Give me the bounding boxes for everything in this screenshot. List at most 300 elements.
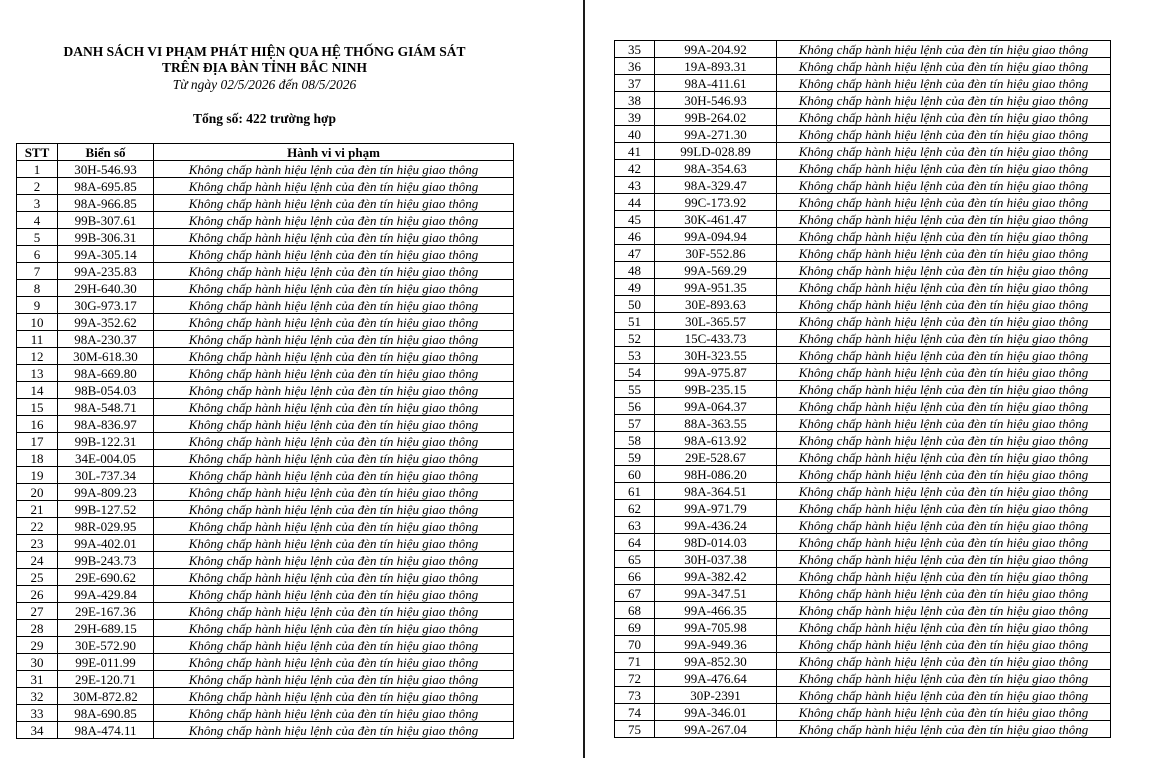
table-row xyxy=(615,398,1111,415)
row-stt: 55 xyxy=(615,381,655,398)
table-row xyxy=(17,297,514,314)
row-stt: 45 xyxy=(615,211,655,228)
row-plate-number: 99A-476.64 xyxy=(655,670,777,687)
row-violation: Không chấp hành hiệu lệnh của đèn tín hiệu giao thông xyxy=(777,296,1111,313)
row-plate-number: 99A-809.23 xyxy=(58,484,154,501)
table-row xyxy=(17,484,514,501)
row-violation: Không chấp hành hiệu lệnh của đèn tín hiệu giao thông xyxy=(777,585,1111,602)
table-row xyxy=(17,535,514,552)
table-row xyxy=(17,263,514,280)
table-row xyxy=(17,161,514,178)
table-row xyxy=(615,364,1111,381)
row-plate-number: 99A-382.42 xyxy=(655,568,777,585)
row-stt: 56 xyxy=(615,398,655,415)
table-row xyxy=(17,348,514,365)
row-stt: 43 xyxy=(615,177,655,194)
row-violation: Không chấp hành hiệu lệnh của đèn tín hiệu giao thông xyxy=(777,619,1111,636)
row-violation: Không chấp hành hiệu lệnh của đèn tín hiệu giao thông xyxy=(777,704,1111,721)
row-violation: Không chấp hành hiệu lệnh của đèn tín hiệu giao thông xyxy=(777,449,1111,466)
table-row xyxy=(615,228,1111,245)
row-stt: 8 xyxy=(17,280,58,297)
row-plate-number: 19A-893.31 xyxy=(655,58,777,75)
row-plate-number: 99A-267.04 xyxy=(655,721,777,738)
row-stt: 33 xyxy=(17,705,58,722)
row-plate-number: 88A-363.55 xyxy=(655,415,777,432)
table-row xyxy=(615,279,1111,296)
header-violation: Hành vi vi phạm xyxy=(154,144,514,161)
row-stt: 70 xyxy=(615,636,655,653)
table-row xyxy=(615,449,1111,466)
row-plate-number: 98A-364.51 xyxy=(655,483,777,500)
row-violation: Không chấp hành hiệu lệnh của đèn tín hiệu giao thông xyxy=(154,195,514,212)
row-violation: Không chấp hành hiệu lệnh của đèn tín hiệu giao thông xyxy=(777,143,1111,160)
row-plate-number: 30M-872.82 xyxy=(58,688,154,705)
row-plate-number: 99LD-028.89 xyxy=(655,143,777,160)
page-divider xyxy=(583,0,585,758)
row-violation: Không chấp hành hiệu lệnh của đèn tín hiệu giao thông xyxy=(154,161,514,178)
row-violation: Không chấp hành hiệu lệnh của đèn tín hiệu giao thông xyxy=(777,109,1111,126)
table-row xyxy=(615,245,1111,262)
table-row xyxy=(17,229,514,246)
row-stt: 9 xyxy=(17,297,58,314)
row-plate-number: 30K-461.47 xyxy=(655,211,777,228)
header-stt: STT xyxy=(17,144,58,161)
row-plate-number: 98A-411.61 xyxy=(655,75,777,92)
table-row xyxy=(615,687,1111,704)
row-stt: 15 xyxy=(17,399,58,416)
row-plate-number: 99A-064.37 xyxy=(655,398,777,415)
table-row xyxy=(615,500,1111,517)
row-violation: Không chấp hành hiệu lệnh của đèn tín hiệu giao thông xyxy=(154,365,514,382)
row-stt: 11 xyxy=(17,331,58,348)
row-violation: Không chấp hành hiệu lệnh của đèn tín hiệu giao thông xyxy=(154,654,514,671)
row-plate-number: 29E-167.36 xyxy=(58,603,154,620)
table-row xyxy=(17,178,514,195)
row-stt: 72 xyxy=(615,670,655,687)
row-violation: Không chấp hành hiệu lệnh của đèn tín hiệu giao thông xyxy=(777,211,1111,228)
table-row xyxy=(17,314,514,331)
row-plate-number: 99A-975.87 xyxy=(655,364,777,381)
row-plate-number: 99B-306.31 xyxy=(58,229,154,246)
row-plate-number: 98A-230.37 xyxy=(58,331,154,348)
row-plate-number: 99B-127.52 xyxy=(58,501,154,518)
row-violation: Không chấp hành hiệu lệnh của đèn tín hiệu giao thông xyxy=(777,330,1111,347)
row-stt: 42 xyxy=(615,160,655,177)
row-violation: Không chấp hành hiệu lệnh của đèn tín hiệu giao thông xyxy=(777,75,1111,92)
row-stt: 1 xyxy=(17,161,58,178)
row-stt: 73 xyxy=(615,687,655,704)
table-row xyxy=(615,126,1111,143)
row-stt: 54 xyxy=(615,364,655,381)
table-row xyxy=(615,75,1111,92)
row-stt: 14 xyxy=(17,382,58,399)
row-stt: 50 xyxy=(615,296,655,313)
table-row xyxy=(17,722,514,739)
row-violation: Không chấp hành hiệu lệnh của đèn tín hiệu giao thông xyxy=(154,705,514,722)
table-row xyxy=(615,381,1111,398)
table-row xyxy=(615,313,1111,330)
violations-table-left xyxy=(16,143,514,739)
row-stt: 22 xyxy=(17,518,58,535)
table-row xyxy=(615,568,1111,585)
row-stt: 47 xyxy=(615,245,655,262)
row-plate-number: 99A-352.62 xyxy=(58,314,154,331)
document-title-line-2: TRÊN ĐỊA BÀN TỈNH BẮC NINH xyxy=(162,60,367,75)
row-stt: 60 xyxy=(615,466,655,483)
table-row xyxy=(615,160,1111,177)
row-stt: 68 xyxy=(615,602,655,619)
row-stt: 65 xyxy=(615,551,655,568)
row-plate-number: 98A-613.92 xyxy=(655,432,777,449)
table-row xyxy=(615,551,1111,568)
document-date-range: Từ ngày 02/5/2026 đến 08/5/2026 xyxy=(172,77,357,92)
row-stt: 67 xyxy=(615,585,655,602)
table-row xyxy=(17,399,514,416)
row-plate-number: 30H-037.38 xyxy=(655,551,777,568)
row-stt: 4 xyxy=(17,212,58,229)
row-plate-number: 29H-689.15 xyxy=(58,620,154,637)
row-plate-number: 99A-971.79 xyxy=(655,500,777,517)
row-plate-number: 99A-436.24 xyxy=(655,517,777,534)
row-violation: Không chấp hành hiệu lệnh của đèn tín hiệu giao thông xyxy=(154,518,514,535)
table-row xyxy=(615,143,1111,160)
row-violation: Không chấp hành hiệu lệnh của đèn tín hiệu giao thông xyxy=(777,160,1111,177)
row-violation: Không chấp hành hiệu lệnh của đèn tín hiệu giao thông xyxy=(777,126,1111,143)
row-stt: 25 xyxy=(17,569,58,586)
row-violation: Không chấp hành hiệu lệnh của đèn tín hiệu giao thông xyxy=(777,381,1111,398)
row-plate-number: 99A-305.14 xyxy=(58,246,154,263)
row-violation: Không chấp hành hiệu lệnh của đèn tín hiệu giao thông xyxy=(777,228,1111,245)
table-row xyxy=(615,721,1111,738)
row-stt: 57 xyxy=(615,415,655,432)
row-plate-number: 30H-546.93 xyxy=(655,92,777,109)
row-plate-number: 29E-528.67 xyxy=(655,449,777,466)
row-stt: 31 xyxy=(17,671,58,688)
row-stt: 63 xyxy=(615,517,655,534)
row-plate-number: 98A-474.11 xyxy=(58,722,154,739)
table-row xyxy=(615,466,1111,483)
row-plate-number: 99B-243.73 xyxy=(58,552,154,569)
row-stt: 10 xyxy=(17,314,58,331)
row-violation: Không chấp hành hiệu lệnh của đèn tín hiệu giao thông xyxy=(154,637,514,654)
row-violation: Không chấp hành hiệu lệnh của đèn tín hiệu giao thông xyxy=(777,483,1111,500)
row-plate-number: 99A-094.94 xyxy=(655,228,777,245)
row-violation: Không chấp hành hiệu lệnh của đèn tín hiệu giao thông xyxy=(154,314,514,331)
table-row xyxy=(615,602,1111,619)
table-row xyxy=(615,534,1111,551)
row-violation: Không chấp hành hiệu lệnh của đèn tín hiệu giao thông xyxy=(154,722,514,739)
row-violation: Không chấp hành hiệu lệnh của đèn tín hiệu giao thông xyxy=(777,721,1111,738)
row-violation: Không chấp hành hiệu lệnh của đèn tín hiệu giao thông xyxy=(777,313,1111,330)
row-plate-number: 99A-271.30 xyxy=(655,126,777,143)
row-stt: 16 xyxy=(17,416,58,433)
table-row xyxy=(615,177,1111,194)
table-row xyxy=(17,433,514,450)
row-plate-number: 98A-690.85 xyxy=(58,705,154,722)
table-row xyxy=(17,603,514,620)
row-stt: 39 xyxy=(615,109,655,126)
row-stt: 2 xyxy=(17,178,58,195)
table-row xyxy=(615,330,1111,347)
row-violation: Không chấp hành hiệu lệnh của đèn tín hiệu giao thông xyxy=(154,467,514,484)
row-stt: 12 xyxy=(17,348,58,365)
row-violation: Không chấp hành hiệu lệnh của đèn tín hiệu giao thông xyxy=(777,551,1111,568)
row-violation: Không chấp hành hiệu lệnh của đèn tín hiệu giao thông xyxy=(154,484,514,501)
row-violation: Không chấp hành hiệu lệnh của đèn tín hiệu giao thông xyxy=(777,58,1111,75)
document-title-line-1: DANH SÁCH VI PHẠM PHÁT HIỆN QUA HỆ THỐNG GIÁM SÁT xyxy=(63,44,466,59)
row-plate-number: 30L-365.57 xyxy=(655,313,777,330)
row-violation: Không chấp hành hiệu lệnh của đèn tín hiệu giao thông xyxy=(154,450,514,467)
row-violation: Không chấp hành hiệu lệnh của đèn tín hiệu giao thông xyxy=(777,41,1111,58)
table-row xyxy=(17,416,514,433)
row-stt: 49 xyxy=(615,279,655,296)
row-plate-number: 29E-690.62 xyxy=(58,569,154,586)
row-stt: 48 xyxy=(615,262,655,279)
table-row xyxy=(615,92,1111,109)
row-plate-number: 99A-346.01 xyxy=(655,704,777,721)
row-stt: 71 xyxy=(615,653,655,670)
row-stt: 32 xyxy=(17,688,58,705)
row-stt: 26 xyxy=(17,586,58,603)
row-plate-number: 99B-307.61 xyxy=(58,212,154,229)
row-stt: 51 xyxy=(615,313,655,330)
row-stt: 6 xyxy=(17,246,58,263)
row-violation: Không chấp hành hiệu lệnh của đèn tín hiệu giao thông xyxy=(154,569,514,586)
row-violation: Không chấp hành hiệu lệnh của đèn tín hiệu giao thông xyxy=(154,297,514,314)
table-row xyxy=(615,619,1111,636)
row-violation: Không chấp hành hiệu lệnh của đèn tín hiệu giao thông xyxy=(154,229,514,246)
row-stt: 13 xyxy=(17,365,58,382)
row-violation: Không chấp hành hiệu lệnh của đèn tín hiệu giao thông xyxy=(777,92,1111,109)
table-row xyxy=(17,518,514,535)
row-plate-number: 15C-433.73 xyxy=(655,330,777,347)
row-violation: Không chấp hành hiệu lệnh của đèn tín hiệu giao thông xyxy=(154,331,514,348)
table-row xyxy=(615,517,1111,534)
row-plate-number: 99E-011.99 xyxy=(58,654,154,671)
table-row xyxy=(17,620,514,637)
row-plate-number: 30L-737.34 xyxy=(58,467,154,484)
row-violation: Không chấp hành hiệu lệnh của đèn tín hiệu giao thông xyxy=(777,602,1111,619)
row-stt: 20 xyxy=(17,484,58,501)
row-plate-number: 98D-014.03 xyxy=(655,534,777,551)
row-violation: Không chấp hành hiệu lệnh của đèn tín hiệu giao thông xyxy=(777,687,1111,704)
row-stt: 74 xyxy=(615,704,655,721)
row-violation: Không chấp hành hiệu lệnh của đèn tín hiệu giao thông xyxy=(154,348,514,365)
table-row xyxy=(17,280,514,297)
row-violation: Không chấp hành hiệu lệnh của đèn tín hiệu giao thông xyxy=(154,399,514,416)
row-plate-number: 99C-173.92 xyxy=(655,194,777,211)
row-plate-number: 30H-546.93 xyxy=(58,161,154,178)
row-plate-number: 99A-402.01 xyxy=(58,535,154,552)
table-row xyxy=(615,636,1111,653)
row-plate-number: 30H-323.55 xyxy=(655,347,777,364)
row-stt: 5 xyxy=(17,229,58,246)
row-stt: 62 xyxy=(615,500,655,517)
row-violation: Không chấp hành hiệu lệnh của đèn tín hiệu giao thông xyxy=(777,398,1111,415)
row-plate-number: 98A-669.80 xyxy=(58,365,154,382)
row-violation: Không chấp hành hiệu lệnh của đèn tín hiệu giao thông xyxy=(777,517,1111,534)
row-violation: Không chấp hành hiệu lệnh của đèn tín hiệu giao thông xyxy=(154,433,514,450)
row-stt: 17 xyxy=(17,433,58,450)
row-stt: 58 xyxy=(615,432,655,449)
row-violation: Không chấp hành hiệu lệnh của đèn tín hiệu giao thông xyxy=(154,212,514,229)
table-row xyxy=(615,432,1111,449)
row-plate-number: 99A-705.98 xyxy=(655,619,777,636)
table-row xyxy=(615,211,1111,228)
table-row xyxy=(615,194,1111,211)
row-stt: 24 xyxy=(17,552,58,569)
row-violation: Không chấp hành hiệu lệnh của đèn tín hiệu giao thông xyxy=(777,279,1111,296)
table-row xyxy=(615,41,1111,58)
row-plate-number: 98A-695.85 xyxy=(58,178,154,195)
table-row xyxy=(615,653,1111,670)
table-row xyxy=(615,109,1111,126)
row-stt: 21 xyxy=(17,501,58,518)
row-stt: 35 xyxy=(615,41,655,58)
row-stt: 36 xyxy=(615,58,655,75)
row-plate-number: 99B-235.15 xyxy=(655,381,777,398)
row-violation: Không chấp hành hiệu lệnh của đèn tín hiệu giao thông xyxy=(154,382,514,399)
row-violation: Không chấp hành hiệu lệnh của đèn tín hiệu giao thông xyxy=(777,415,1111,432)
row-plate-number: 99A-235.83 xyxy=(58,263,154,280)
row-stt: 46 xyxy=(615,228,655,245)
row-stt: 28 xyxy=(17,620,58,637)
row-stt: 19 xyxy=(17,467,58,484)
row-plate-number: 98A-836.97 xyxy=(58,416,154,433)
table-header-row xyxy=(17,144,514,161)
row-violation: Không chấp hành hiệu lệnh của đèn tín hiệu giao thông xyxy=(777,534,1111,551)
table-row xyxy=(17,501,514,518)
row-stt: 23 xyxy=(17,535,58,552)
row-stt: 29 xyxy=(17,637,58,654)
row-plate-number: 99A-949.36 xyxy=(655,636,777,653)
row-plate-number: 99A-569.29 xyxy=(655,262,777,279)
table-row xyxy=(17,467,514,484)
row-plate-number: 29E-120.71 xyxy=(58,671,154,688)
table-row xyxy=(17,450,514,467)
row-plate-number: 30F-552.86 xyxy=(655,245,777,262)
row-stt: 59 xyxy=(615,449,655,466)
table-row xyxy=(615,483,1111,500)
row-violation: Không chấp hành hiệu lệnh của đèn tín hiệu giao thông xyxy=(777,500,1111,517)
table-row xyxy=(615,415,1111,432)
row-stt: 30 xyxy=(17,654,58,671)
row-plate-number: 30M-618.30 xyxy=(58,348,154,365)
table-row xyxy=(615,58,1111,75)
table-row xyxy=(17,586,514,603)
row-plate-number: 98H-086.20 xyxy=(655,466,777,483)
row-stt: 53 xyxy=(615,347,655,364)
row-violation: Không chấp hành hiệu lệnh của đèn tín hiệu giao thông xyxy=(777,636,1111,653)
table-row xyxy=(17,212,514,229)
row-violation: Không chấp hành hiệu lệnh của đèn tín hiệu giao thông xyxy=(777,262,1111,279)
row-violation: Không chấp hành hiệu lệnh của đèn tín hiệu giao thông xyxy=(777,245,1111,262)
row-stt: 27 xyxy=(17,603,58,620)
table-row xyxy=(17,654,514,671)
row-plate-number: 98A-548.71 xyxy=(58,399,154,416)
table-row xyxy=(17,246,514,263)
row-plate-number: 99A-347.51 xyxy=(655,585,777,602)
table-row xyxy=(17,688,514,705)
row-plate-number: 98A-966.85 xyxy=(58,195,154,212)
table-row xyxy=(615,347,1111,364)
row-stt: 61 xyxy=(615,483,655,500)
row-violation: Không chấp hành hiệu lệnh của đèn tín hiệu giao thông xyxy=(777,466,1111,483)
row-violation: Không chấp hành hiệu lệnh của đèn tín hiệu giao thông xyxy=(154,178,514,195)
table-row xyxy=(17,671,514,688)
row-violation: Không chấp hành hiệu lệnh của đèn tín hiệu giao thông xyxy=(154,671,514,688)
table-row xyxy=(615,704,1111,721)
table-row xyxy=(17,637,514,654)
row-plate-number: 99B-122.31 xyxy=(58,433,154,450)
row-stt: 75 xyxy=(615,721,655,738)
row-stt: 52 xyxy=(615,330,655,347)
row-violation: Không chấp hành hiệu lệnh của đèn tín hiệu giao thông xyxy=(154,552,514,569)
row-violation: Không chấp hành hiệu lệnh của đèn tín hiệu giao thông xyxy=(154,501,514,518)
row-violation: Không chấp hành hiệu lệnh của đèn tín hiệu giao thông xyxy=(777,177,1111,194)
row-violation: Không chấp hành hiệu lệnh của đèn tín hiệu giao thông xyxy=(154,263,514,280)
table-row xyxy=(17,569,514,586)
row-plate-number: 30G-973.17 xyxy=(58,297,154,314)
row-stt: 64 xyxy=(615,534,655,551)
row-violation: Không chấp hành hiệu lệnh của đèn tín hiệu giao thông xyxy=(777,432,1111,449)
row-plate-number: 98A-354.63 xyxy=(655,160,777,177)
table-row xyxy=(615,262,1111,279)
row-stt: 18 xyxy=(17,450,58,467)
row-violation: Không chấp hành hiệu lệnh của đèn tín hiệu giao thông xyxy=(154,688,514,705)
row-plate-number: 98A-329.47 xyxy=(655,177,777,194)
document-total-count: Tổng số: 422 trường hợp xyxy=(192,111,337,126)
row-plate-number: 99A-429.84 xyxy=(58,586,154,603)
row-plate-number: 34E-004.05 xyxy=(58,450,154,467)
row-violation: Không chấp hành hiệu lệnh của đèn tín hiệu giao thông xyxy=(154,246,514,263)
row-plate-number: 99B-264.02 xyxy=(655,109,777,126)
row-plate-number: 98B-054.03 xyxy=(58,382,154,399)
row-plate-number: 30E-893.63 xyxy=(655,296,777,313)
document-page-right xyxy=(586,0,1149,758)
row-plate-number: 98R-029.95 xyxy=(58,518,154,535)
table-row xyxy=(17,331,514,348)
header-plate: Biển số xyxy=(58,144,154,161)
table-row xyxy=(17,365,514,382)
row-stt: 41 xyxy=(615,143,655,160)
row-violation: Không chấp hành hiệu lệnh của đèn tín hiệu giao thông xyxy=(777,347,1111,364)
row-plate-number: 99A-204.92 xyxy=(655,41,777,58)
row-plate-number: 99A-852.30 xyxy=(655,653,777,670)
row-violation: Không chấp hành hiệu lệnh của đèn tín hiệu giao thông xyxy=(154,280,514,297)
row-violation: Không chấp hành hiệu lệnh của đèn tín hiệu giao thông xyxy=(777,653,1111,670)
table-row xyxy=(17,705,514,722)
table-row xyxy=(615,585,1111,602)
violations-table-right xyxy=(614,40,1111,738)
row-stt: 69 xyxy=(615,619,655,636)
table-row xyxy=(17,552,514,569)
row-violation: Không chấp hành hiệu lệnh của đèn tín hiệu giao thông xyxy=(777,670,1111,687)
row-stt: 3 xyxy=(17,195,58,212)
row-plate-number: 29H-640.30 xyxy=(58,280,154,297)
row-plate-number: 30P-2391 xyxy=(655,687,777,704)
row-stt: 40 xyxy=(615,126,655,143)
row-stt: 7 xyxy=(17,263,58,280)
row-violation: Không chấp hành hiệu lệnh của đèn tín hiệu giao thông xyxy=(777,568,1111,585)
row-stt: 44 xyxy=(615,194,655,211)
row-plate-number: 99A-466.35 xyxy=(655,602,777,619)
row-violation: Không chấp hành hiệu lệnh của đèn tín hiệu giao thông xyxy=(154,535,514,552)
row-plate-number: 99A-951.35 xyxy=(655,279,777,296)
row-violation: Không chấp hành hiệu lệnh của đèn tín hiệu giao thông xyxy=(154,586,514,603)
row-violation: Không chấp hành hiệu lệnh của đèn tín hiệu giao thông xyxy=(777,194,1111,211)
table-row xyxy=(17,382,514,399)
